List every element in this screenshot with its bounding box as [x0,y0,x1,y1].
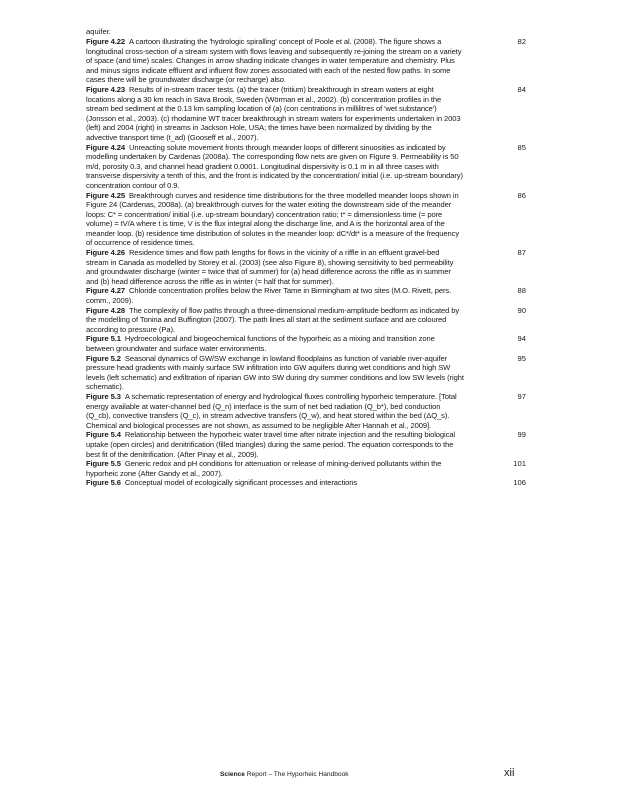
figure-caption: Results of in-stream tracer tests. (a) the tracer (tritium) breakthrough in stream waters at eight locations along a 30 km reach in Säva Brook, Sweden (Wörman et al., 2002). (b) concentration profiles in the stream bed sediment at the 0.13 km sampling location of (a) (con centrations in millilitres of 'wet substance') (Jonsson et al., 2003). (c) rhodamine WT tracer breakthrough in stream waters for experiments undertaken in 2003 (left) and 2004 (right) in streams in Jackson Hole, USA; the times have been normalized by dividing by the advective transport time (t_ad) (Gooseff et al., 2007). [86,84,461,142]
figure-page: 99 [517,430,526,440]
figure-label: Figure 4.25 [86,190,125,200]
figure-entry-text [86,354,464,392]
figure-entry-text [86,306,464,335]
figure-entry [86,478,526,488]
figure-page: 90 [517,305,526,315]
figure-label: Figure 4.23 [86,84,125,94]
figure-entry-text [86,143,464,191]
figure-caption: Breakthrough curves and residence time distributions for the three modelled meander loops shown in Figure 24 (Cardenas, 2008a). (a) breakthrough curves for the water exiting the downstream side of the meander loops: C* = concentration/ initial (i.e. up-stream boundary) concentration ratio; t* = dimensionless time (= pore volume) = tV/A where t is time, V is the flux integral along the discharge line, and A is the horizontal area of the meander loop. (b) residence time distribution of solutes in the meander loop: dC*/dt* is a measure of the frequency of occurrence of residence times. [86,190,460,248]
figure-entry [86,85,526,143]
figure-entry [86,306,526,335]
figure-entry [86,248,526,286]
figure-label: Figure 4.28 [86,305,125,315]
figure-page: 87 [517,248,526,258]
figure-page: 82 [517,37,526,46]
figure-label: Figure 5.4 [86,430,121,440]
figure-caption: A schematic representation of energy and hydrological fluxes controlling hyporheic temperature. [Total energy available at water-channel bed (Q_n) interface is the sum of net bed radiation (Q_b*), bed conduction (Q_cb), convective transfers (Q_c), in stream advective transfers (Q_w), and heat stored within the bed (ΔQ_s). Chemical and biological processes are not shown, as assumed to be negligible After Hannah et al., 2009]. [86,391,457,430]
lead-text: aquifer. [86,27,111,36]
figure-entry [86,354,526,392]
figure-label: Figure 5.1 [86,334,121,344]
figure-caption: Relationship between the hyporheic water travel time after nitrate injection and the resulting biological uptake (open circles) and denitrification (filled triangles) during the same period. The equation corresponds to the best fit of the denitrification. (After Pinay et al., 2009). [86,430,456,459]
figure-entry [86,191,526,249]
figure-caption: Generic redox and pH conditions for attenuation or release of mining-derived pollutants within the hyporheic zone (After Gandy et al., 2007). [86,459,442,478]
figure-page: 95 [517,353,526,363]
figure-label: Figure 5.2 [86,353,121,363]
figure-label: Figure 4.26 [86,248,125,258]
figure-list [86,37,526,488]
figure-entry [86,334,526,353]
figure-page: 101 [513,459,526,469]
figure-entry-text [86,286,464,305]
figure-entry-text [86,191,464,249]
figure-label: Figure 4.22 [86,37,125,46]
page-number: xii [504,767,515,779]
figure-caption: The complexity of flow paths through a three-dimensional medium-amplitude bedform as indicated by the modelling of Tonina and Buffington (2007). The path lines all start at the sediment surface and are coloured according to pressure (Pa). [86,305,460,334]
figure-entry [86,37,526,85]
figure-page: 106 [513,478,526,488]
footer-science: Science [220,771,245,778]
figure-caption: Seasonal dynamics of GW/SW exchange in lowland floodplains as function of variable river-aquifer pressure head gradients with mainly surface SW infiltration into GW aquifers during wet conditions and high SW levels (left schematic) and exfiltration of riparian GW into SW during dry summer conditions and low SW levels (right schematic). [86,353,464,392]
figure-page: 85 [517,142,526,152]
figure-entry-text [86,459,464,478]
figure-caption: Hydroecological and biogeochemical functions of the hyporheic as a mixing and transition zone between groundwater and surface water environments. [86,334,435,353]
figure-entry-text [86,37,464,85]
figure-entry [86,392,526,430]
figure-page: 86 [517,190,526,200]
figure-caption: Conceptual model of ecologically significant processes and interactions [124,478,358,488]
figure-entry-text [86,334,464,353]
figure-entry-text [86,478,464,488]
figure-page: 94 [517,334,526,344]
figure-entry [86,286,526,305]
figure-caption: A cartoon illustrating the 'hydrologic spiralling' concept of Poole et al. (2008). The figure shows a longitudinal cross-section of a stream system with flows leaving and subsequently re-joining the stream on a variety of space (and time) scales. Changes in arrow shading indicate changes in water temperature and chemistry. Plus and minus signs indicate effluent and influent flow zones associated with each of the nested flow paths. In some cases there will be groundwater discharge (or recharge) also. [86,37,462,85]
running-footer [220,771,349,778]
figure-label: Figure 5.3 [86,391,121,401]
figure-label: Figure 4.24 [86,142,125,152]
figure-caption: Chloride concentration profiles below the River Tame in Birmingham at two sites (M.O. Rivett, pers. comm., 2009). [86,286,452,306]
figure-entry [86,459,526,478]
figure-page: 84 [517,84,526,94]
figure-label: Figure 5.5 [86,459,121,469]
figure-label: Figure 4.27 [86,286,125,296]
figure-entry [86,430,526,459]
figure-entry [86,143,526,191]
figure-label: Figure 5.6 [86,478,121,488]
figure-caption: Unreacting solute movement fronts through meander loops of different sinuosities as indicated by modelling undertaken by Cardenas (2008a). The corresponding flow nets are given on Figure 9. Permeability is 50 m/d, porosity 0.3, and channel head gradient 0.0001. Longitudinal dispersivity is 0.1 m in all three cases with transverse dispersivity a tenth of this, and the front is indicated by the concentration/ initial (i.e. up-stream boundary) concentration contour of 0.9. [86,142,463,190]
figure-caption: Residence times and flow path lengths for flows in the vicinity of a riffle in an effluent gravel-bed stream in Canada as modelled by Storey et al. (2003) (see also Figure 8), showing sensitivity to bed permeability and groundwater discharge (winter = twice that of summer) for (a) head difference across the riffle as in summer and (b) head difference across the riffle as in winter (= half that for summer). [86,248,454,286]
footer-title: Report – The Hyporheic Handbook [246,771,349,778]
figure-entry-text [86,430,464,459]
figure-entry-text [86,85,464,143]
figure-page: 97 [517,391,526,401]
figure-entry-text [86,248,464,286]
figure-entry-text [86,392,464,430]
figure-page: 88 [517,286,526,296]
